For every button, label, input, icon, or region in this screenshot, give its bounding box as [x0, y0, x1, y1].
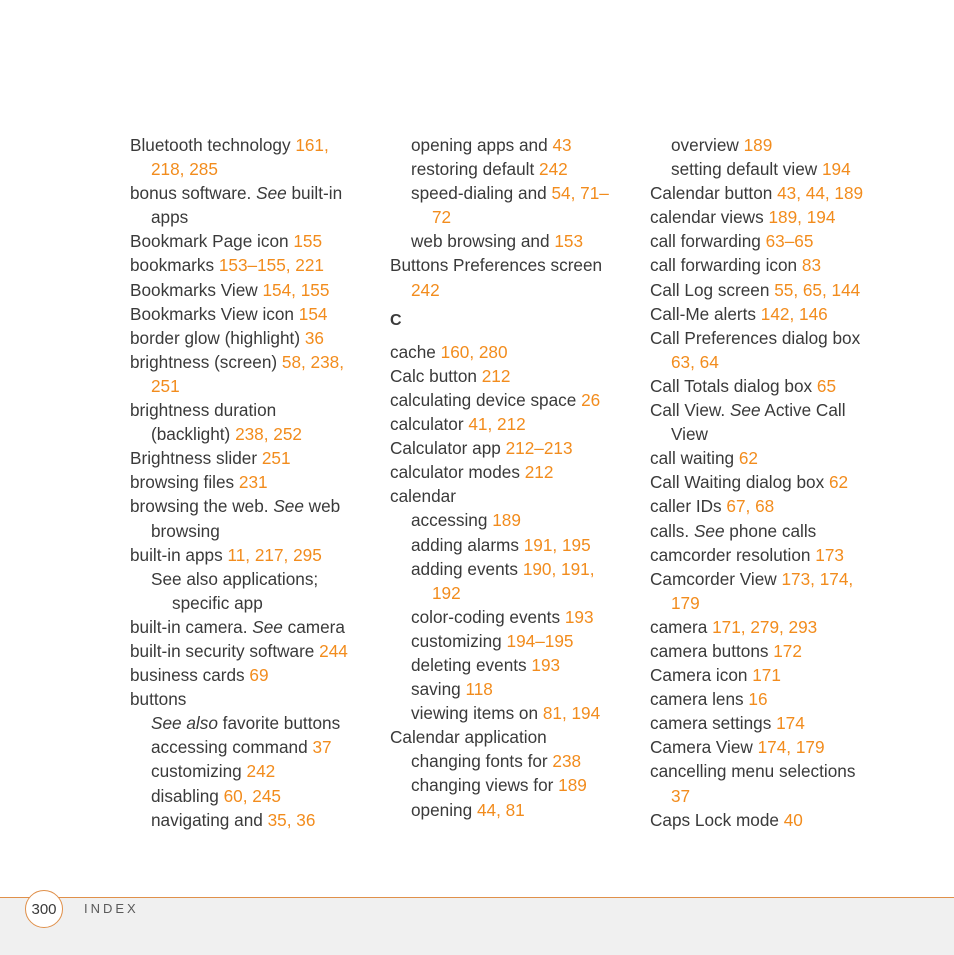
page-reference-link[interactable]: 179: [671, 592, 700, 613]
index-entry: [650, 205, 900, 229]
index-entry: [130, 422, 380, 446]
index-entry: [650, 494, 900, 518]
index-entry: [650, 784, 900, 808]
entry-text: Calc button: [390, 365, 482, 386]
see-target: Active Call: [760, 400, 846, 421]
entry-text: Bookmarks View: [130, 279, 263, 300]
entry-text: built-in apps: [130, 544, 228, 565]
footer-bar: [0, 897, 954, 955]
index-entry: [650, 133, 900, 157]
index-entry: [650, 759, 900, 783]
entry-text: cache: [390, 341, 441, 362]
index-entry: [130, 687, 380, 711]
index-entry: [390, 533, 635, 557]
entry-text: apps: [151, 207, 189, 228]
index-entry: [130, 639, 380, 663]
index-entry: [390, 557, 635, 581]
page-reference-link[interactable]: 154, 155: [262, 279, 330, 300]
entry-text: Call-Me alerts: [650, 303, 761, 324]
entry-text: browsing the web.: [130, 496, 274, 517]
index-entry: [390, 701, 635, 725]
entry-text: browsing files: [130, 472, 239, 493]
index-entry: [650, 350, 900, 374]
entry-text: setting default view: [671, 159, 822, 180]
entry-text: speed-dialing and: [411, 183, 552, 204]
index-entry: [650, 157, 900, 181]
entry-text: adding alarms: [411, 534, 524, 555]
index-entry: [130, 543, 380, 567]
entry-text: calculator: [390, 414, 469, 435]
index-entry: [130, 591, 380, 615]
see-reference: See: [252, 616, 283, 637]
entry-text: Caps Lock mode: [650, 809, 784, 830]
page-reference-link[interactable]: 41, 212: [468, 414, 526, 435]
index-entry: [130, 759, 380, 783]
index-entry: [390, 773, 635, 797]
page-reference-link[interactable]: 189, 194: [768, 207, 836, 228]
index-entry: [390, 725, 635, 749]
entry-text: overview: [671, 135, 744, 155]
entry-text: bonus software.: [130, 183, 257, 204]
index-column-3: [650, 133, 900, 832]
index-entry: [390, 253, 635, 277]
entry-text: C: [390, 311, 402, 329]
page-reference-link[interactable]: 238, 252: [235, 424, 302, 445]
entry-text: Brightness slider: [130, 448, 262, 469]
index-entry: [390, 205, 635, 229]
index-entry: [390, 798, 635, 822]
index-entry: [650, 470, 900, 494]
page-reference-link[interactable]: 171: [752, 665, 781, 686]
entry-text: calendar views: [650, 207, 769, 228]
index-entry: [130, 205, 380, 229]
index-entry: [650, 253, 900, 277]
entry-text: call forwarding icon: [650, 255, 802, 276]
see-reference: See also: [151, 713, 218, 734]
index-entry: [130, 663, 380, 687]
index-entry: [650, 735, 900, 759]
index-entry: [390, 749, 635, 773]
page-reference-link[interactable]: 67, 68: [726, 496, 775, 517]
page-reference-link[interactable]: 62: [828, 472, 849, 493]
entry-text: Call Totals dialog box: [650, 375, 817, 396]
page-reference-link[interactable]: 244: [319, 640, 348, 661]
see-target: web: [303, 496, 341, 517]
entry-text: opening: [411, 799, 477, 820]
index-entry: [390, 388, 635, 412]
entry-text: built-in security software: [130, 640, 320, 661]
entry-text: specific app: [172, 592, 263, 613]
page-reference-link[interactable]: 11, 217, 295: [227, 544, 322, 565]
entry-text: restoring default: [411, 159, 540, 180]
entry-text: color-coding events: [411, 606, 565, 627]
page-reference-link[interactable]: 44, 81: [476, 799, 525, 820]
section-label: INDEX: [84, 901, 139, 916]
index-entry: [130, 278, 380, 302]
entry-text: bookmarks: [130, 255, 219, 276]
index-entry: [130, 350, 380, 374]
see-target: phone calls: [724, 520, 817, 541]
index-entry: [650, 639, 900, 663]
index-entry: [390, 340, 635, 364]
page-reference-link[interactable]: 173: [815, 544, 844, 565]
index-entry: [130, 446, 380, 470]
entry-text: Bluetooth technology: [130, 135, 296, 155]
entry-text: calendar: [390, 486, 456, 507]
entry-text: navigating and: [151, 809, 268, 830]
index-entry: [130, 157, 380, 181]
index-entry: [650, 591, 900, 615]
entry-text: Call Log screen: [650, 279, 775, 300]
index-entry: [130, 519, 380, 543]
index-entry: [650, 398, 900, 422]
index-letter-heading: [390, 309, 635, 333]
index-entry: [390, 653, 635, 677]
page-reference-link[interactable]: 63, 64: [671, 351, 719, 372]
page-reference-link[interactable]: 242: [411, 279, 440, 300]
index-entry: [650, 422, 900, 446]
entry-text: Buttons Preferences screen: [390, 255, 603, 276]
index-entry: [390, 677, 635, 701]
page-reference-link[interactable]: 55, 65, 144: [774, 279, 861, 300]
entry-text: calculating device space: [390, 389, 582, 410]
page-reference-link[interactable]: 231: [238, 472, 268, 493]
entry-text: Camera View: [650, 737, 758, 758]
page-number: 300: [25, 890, 63, 928]
page-reference-link[interactable]: 189: [492, 510, 521, 531]
index-entry: [650, 615, 900, 639]
page-reference-link[interactable]: 174: [776, 713, 805, 734]
entry-text: accessing: [411, 510, 493, 531]
see-reference: See: [693, 520, 725, 541]
see-reference: See: [256, 183, 287, 204]
entry-text: Bookmarks View icon: [130, 303, 299, 324]
page-reference-link[interactable]: 60, 245: [223, 785, 281, 806]
entry-text: Call View.: [650, 400, 730, 421]
entry-text: Call Waiting dialog box: [650, 472, 829, 493]
entry-text: disabling: [151, 785, 224, 806]
page-reference-link[interactable]: 161,: [295, 135, 329, 155]
index-entry: [390, 484, 635, 508]
entry-text: changing views for: [411, 775, 559, 796]
page-reference-link[interactable]: 43: [552, 135, 572, 155]
entry-text: customizing: [151, 761, 247, 782]
entry-text: camera buttons: [650, 640, 774, 661]
page-reference-link[interactable]: 238: [552, 751, 582, 772]
entry-text: Calendar application: [390, 727, 547, 748]
index-entry: [650, 302, 900, 326]
page-reference-link[interactable]: 154: [298, 303, 328, 324]
entry-text: deleting events: [411, 654, 532, 675]
entry-text: Bookmark Page icon: [130, 231, 294, 252]
entry-text: Camcorder View: [650, 568, 782, 589]
see-target: favorite buttons: [217, 713, 341, 734]
index-entry: [390, 229, 635, 253]
index-entry: [650, 181, 900, 205]
page-reference-link[interactable]: 37: [312, 737, 332, 758]
entry-text: Call Preferences dialog box: [650, 327, 861, 348]
entry-text: web browsing and: [411, 231, 555, 252]
see-reference: See: [729, 400, 761, 421]
page-reference-link[interactable]: 160, 280: [440, 341, 508, 362]
index-entry: [390, 581, 635, 605]
page-reference-link[interactable]: 190, 191,: [522, 558, 595, 579]
index-entry: [650, 374, 900, 398]
index-entry: [650, 446, 900, 470]
page-reference-link[interactable]: 191, 195: [523, 534, 591, 555]
page-reference-link[interactable]: 69: [249, 665, 269, 686]
entry-text: business cards: [130, 665, 250, 686]
index-entry: [390, 181, 635, 205]
page-reference-link[interactable]: 83: [801, 255, 822, 276]
index-entry: [650, 229, 900, 253]
page-reference-link[interactable]: 35, 36: [267, 809, 316, 830]
page-reference-link[interactable]: 212–213: [505, 438, 573, 459]
entry-text: brightness (screen): [130, 351, 282, 372]
index-entry: [130, 567, 380, 591]
entry-text: calls.: [650, 520, 694, 541]
index-entry: [130, 398, 380, 422]
page-reference-link[interactable]: 54, 71–: [551, 183, 609, 204]
page-reference-link[interactable]: 58, 238,: [281, 351, 345, 372]
entry-text: border glow (highlight): [130, 327, 305, 348]
index-entry: [390, 629, 635, 653]
entry-text: changing fonts for: [411, 751, 553, 772]
index-entry: [650, 808, 900, 832]
index-entry: [130, 494, 380, 518]
index-entry: [650, 543, 900, 567]
entry-text: caller IDs: [650, 496, 727, 517]
page-reference-link[interactable]: 251: [261, 448, 291, 469]
entry-text: See also applications;: [151, 568, 319, 589]
see-reference: See: [273, 496, 304, 517]
page-reference-link[interactable]: 63–65: [765, 231, 814, 252]
entry-text: camcorder resolution: [650, 544, 816, 565]
entry-text: saving: [411, 679, 466, 700]
page-reference-link[interactable]: 81, 194: [542, 703, 601, 724]
entry-text: Calendar button: [650, 183, 778, 204]
page-reference-link[interactable]: 172: [773, 640, 802, 661]
page-reference-link[interactable]: 189: [558, 775, 587, 796]
entry-text: accessing command: [151, 737, 313, 758]
entry-text: (backlight): [151, 424, 236, 445]
index-entry: [650, 687, 900, 711]
entry-text: browsing: [151, 520, 220, 541]
page-reference-link[interactable]: 173, 174,: [781, 568, 854, 589]
page-reference-link[interactable]: 212: [524, 462, 554, 483]
page-reference-link[interactable]: 193: [531, 654, 561, 675]
index-entry: [130, 133, 380, 157]
page-reference-link[interactable]: 193: [564, 606, 594, 627]
entry-text: camera: [650, 616, 713, 637]
index-entry: [650, 567, 900, 591]
index-entry: [130, 253, 380, 277]
page-reference-link[interactable]: 194: [821, 159, 851, 180]
page-reference-link[interactable]: 153: [554, 231, 584, 252]
page-reference-link[interactable]: 174, 179: [757, 737, 825, 758]
page-reference-link[interactable]: 251: [151, 375, 180, 396]
index-entry: [390, 364, 635, 388]
index-entry: [130, 229, 380, 253]
entry-text: brightness duration: [130, 400, 277, 421]
entry-text: camera settings: [650, 713, 777, 734]
index-entry: [130, 302, 380, 326]
page-reference-link[interactable]: 118: [465, 679, 493, 700]
page-reference-link[interactable]: 36: [304, 327, 324, 348]
page-reference-link[interactable]: 43, 44, 189: [777, 183, 864, 204]
entry-text: Camera icon: [650, 665, 753, 686]
entry-text: call forwarding: [650, 231, 766, 252]
index-entry: [390, 460, 635, 484]
page-reference-link[interactable]: 155: [293, 231, 323, 252]
index-entry: [390, 278, 635, 302]
index-entry: [390, 133, 635, 157]
page-reference-link[interactable]: 142, 146: [760, 303, 828, 324]
index-entry: [650, 278, 900, 302]
index-entry: [650, 663, 900, 687]
page-reference-link[interactable]: 194–195: [506, 630, 574, 651]
page-reference-link[interactable]: 72: [432, 207, 452, 228]
index-entry: [130, 470, 380, 494]
entry-text: cancelling menu selections: [650, 761, 856, 782]
index-entry: [130, 615, 380, 639]
entry-text: calculator modes: [390, 462, 525, 483]
index-entry: [650, 711, 900, 735]
entry-text: adding events: [411, 558, 523, 579]
page-reference-link[interactable]: 212: [481, 365, 511, 386]
index-entry: [130, 735, 380, 759]
entry-text: call waiting: [650, 448, 739, 469]
page-reference-link[interactable]: 192: [432, 582, 461, 603]
see-target: camera: [282, 616, 345, 637]
index-entry: [130, 784, 380, 808]
entry-text: buttons: [130, 689, 187, 710]
index-entry: [390, 436, 635, 460]
entry-text: View: [671, 424, 708, 445]
entry-text: Calculator app: [390, 438, 506, 459]
index-entry: [390, 508, 635, 532]
page-reference-link[interactable]: 65: [816, 375, 837, 396]
entry-text: camera lens: [650, 689, 749, 710]
page-reference-link[interactable]: 242: [246, 761, 276, 782]
index-entry: [390, 605, 635, 629]
index-entry: [390, 412, 635, 436]
entry-text: customizing: [411, 630, 507, 651]
see-target: built-in: [286, 183, 343, 204]
index-entry: [650, 519, 900, 543]
page-reference-link[interactable]: 218, 285: [151, 159, 218, 180]
index-column-2: [390, 133, 635, 822]
page-reference-link[interactable]: 16: [748, 689, 768, 710]
page-reference-link[interactable]: 189: [743, 135, 773, 155]
index-column-1: [130, 133, 380, 832]
page-reference-link[interactable]: 37: [671, 785, 691, 806]
index-entry: [390, 157, 635, 181]
index-entry: [650, 326, 900, 350]
index-entry: [130, 326, 380, 350]
index-entry: [130, 181, 380, 205]
page-reference-link[interactable]: 62: [738, 448, 758, 469]
page-reference-link[interactable]: 153–155, 221: [218, 255, 324, 276]
index-entry: [130, 374, 380, 398]
page-reference-link[interactable]: 26: [581, 389, 601, 410]
page-reference-link[interactable]: 171, 279, 293: [712, 616, 818, 637]
entry-text: opening apps and: [411, 135, 553, 155]
entry-text: built-in camera.: [130, 616, 253, 637]
entry-text: viewing items on: [411, 703, 543, 724]
page-reference-link[interactable]: 242: [539, 159, 568, 180]
page-reference-link[interactable]: 40: [783, 809, 803, 830]
index-entry: [130, 808, 380, 832]
index-entry: [130, 711, 380, 735]
